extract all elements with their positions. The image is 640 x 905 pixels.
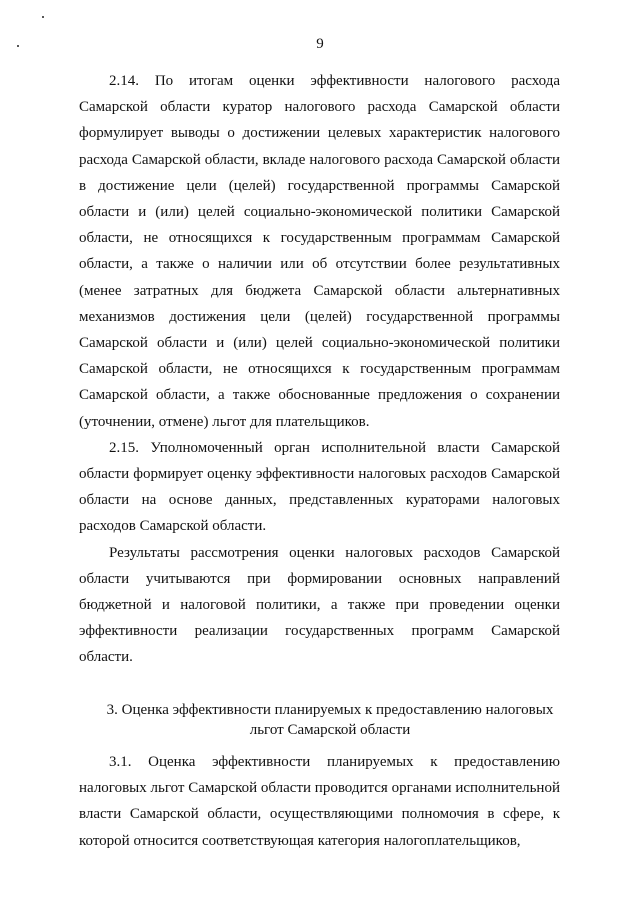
body-text (79, 68, 560, 671)
scan-speck (42, 16, 44, 18)
paragraph-results: Результаты рассмотрения оценки налоговых расходов Самарской области учитываются при формировании основных направлений бюджетной и налоговой политики, а также при проведении оценки эффективности реализации государственных программ Самарской области. (79, 544, 560, 666)
paragraph-2-15: 2.15. Уполномоченный орган исполнительной власти Самарской области формирует оценку эффективности налоговых расходов Самарской области на основе данных, представленных кураторами налоговых расходов Самарской области. (79, 439, 560, 535)
scan-speck (17, 45, 19, 47)
page-number: 9 (316, 36, 324, 52)
paragraph-2-14: 2.14. По итогам оценки эффективности налогового расхода Самарской области куратор налогового расхода Самарской области формулирует выводы о достижении целевых характеристик налогового расхода Самарской области, вкладе налогового расхода Самарской области в достижение цели (целей) государственной программы Самарской области и (или) целей социально-экономической политики Самарской области, не относящихся к государственным программам Самарской области, а также о наличии или об отсутствии более результативных (менее затратных для бюджета Самарской области альтернативных механизмов достижения цели (целей) государственной программы Самарской области и (или) целей социально-экономической политики Самарской области, не относящихся к государственным программам Самарской области, а также обоснованные предложения о сохранении (уточнении, отмене) льгот для плательщиков. (79, 73, 560, 430)
paragraph-3-1: 3.1. Оценка эффективности планируемых к предоставлению налоговых льгот Самарской области проводится органами исполнительной власти Самарской области, осуществляющими полномочия в сфере, к которой относится соответствующая категория налогоплательщиков, (79, 754, 560, 849)
section-body-text (79, 749, 560, 854)
section-heading: 3. Оценка эффективности планируемых к предоставлению налоговых льгот Самарской области (106, 702, 554, 738)
